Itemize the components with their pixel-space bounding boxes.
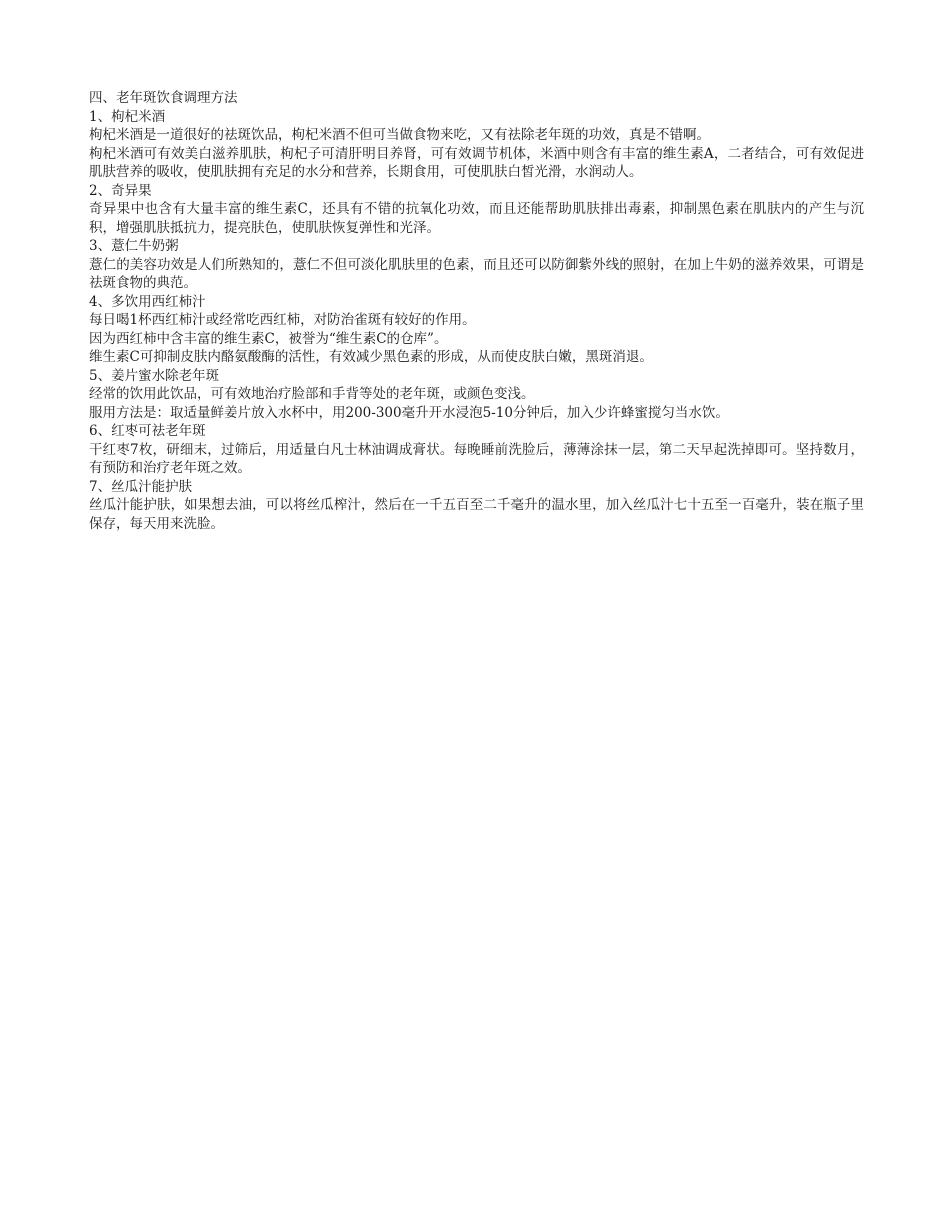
section-heading-ginger-honey-water: 5、姜片蜜水除老年斑 <box>89 367 220 384</box>
document-body <box>89 89 864 533</box>
paragraph: 维生素C可抑制皮肤内酪氨酸酶的活性，有效减少黑色素的形成，从而使皮肤白嫩，黑斑消退。 <box>89 349 653 365</box>
section-heading-loofah-juice: 7、丝瓜汁能护肤 <box>89 478 193 495</box>
paragraph: 丝瓜汁能护肤，如果想去油，可以将丝瓜榨汁，然后在一千五百至二千毫升的温水里，加入丝瓜汁七十五至一百毫升，装在瓶子里保存，每天用来洗脸。 <box>89 497 864 532</box>
paragraph: 薏仁的美容功效是人们所熟知的，薏仁不但可淡化肌肤里的色素，而且还可以防御紫外线的照射，在加上牛奶的滋养效果，可谓是祛斑食物的典范。 <box>89 256 864 291</box>
paragraph: 干红枣7枚，研细末，过筛后，用适量白凡士林油调成膏状。每晚睡前洗脸后，薄薄涂抹一层，第二天早起洗掉即可。坚持数月，有预防和治疗老年斑之效。 <box>89 441 864 476</box>
paragraph: 奇异果中也含有大量丰富的维生素C，还具有不错的抗氧化功效，而且还能帮助肌肤排出毒素，抑制黑色素在肌肤内的产生与沉积，增强肌肤抵抗力，提亮肤色，使肌肤恢复弹性和光泽。 <box>89 201 864 236</box>
paragraph: 枸杞米酒是一道很好的祛斑饮品，枸杞米酒不但可当做食物来吃，又有祛除老年斑的功效，真是不错啊。 <box>89 127 710 143</box>
paragraph: 服用方法是：取适量鲜姜片放入水杯中，用200-300毫升开水浸泡5-10分钟后，加入少许蜂蜜搅匀当水饮。 <box>89 404 729 421</box>
section-heading-kiwi: 2、奇异果 <box>89 182 152 199</box>
paragraph: 经常的饮用此饮品，可有效地治疗脸部和手背等处的老年斑，或颜色变浅。 <box>89 386 535 402</box>
section-heading-gouqi-mijiu: 1、枸杞米酒 <box>89 108 166 125</box>
section-heading-yiren-milk-porridge: 3、薏仁牛奶粥 <box>89 238 179 254</box>
paragraph: 每日喝1杯西红柿汁或经常吃西红柿，对防治雀斑有较好的作用。 <box>89 312 476 328</box>
document-title: 四、老年斑饮食调理方法 <box>89 90 238 106</box>
section-heading-tomato-juice: 4、多饮用西红柿汁 <box>89 293 206 310</box>
section-heading-red-dates: 6、红枣可祛老年斑 <box>89 423 206 439</box>
paragraph: 因为西红柿中含丰富的维生素C，被誉为“维生素C的仓库”。 <box>89 330 448 347</box>
paragraph: 枸杞米酒可有效美白滋养肌肤，枸杞子可清肝明目养肾，可有效调节机体，米酒中则含有丰富的维生素A，二者结合，可有效促进肌肤营养的吸收，使肌肤拥有充足的水分和营养，长期食用，可使肌肤白皙光滑，水润动人。 <box>89 145 864 180</box>
